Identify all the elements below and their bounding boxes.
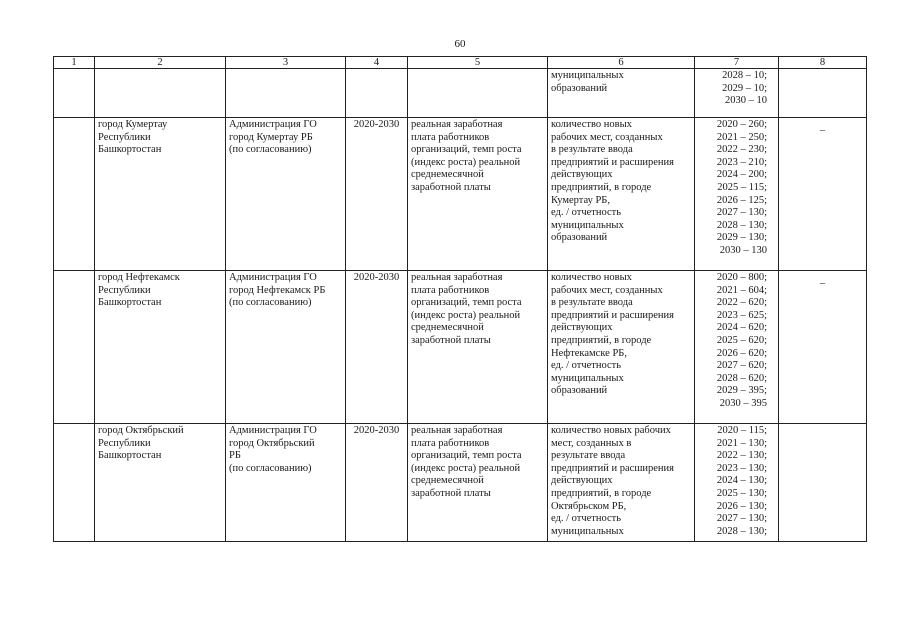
text-line: город Нефтекамск РБ bbox=[229, 284, 326, 296]
text-line: Республики bbox=[98, 284, 151, 296]
note-dash: – bbox=[819, 278, 826, 289]
text-line: предприятий и расширения bbox=[551, 156, 675, 168]
text-line: реальная заработная bbox=[411, 425, 503, 436]
cell-number bbox=[54, 271, 95, 424]
text-line: город Октябрьский bbox=[229, 437, 315, 449]
cell-number bbox=[54, 424, 95, 542]
text-line: в результате ввода bbox=[551, 297, 633, 309]
value-line: 2027 – 130; bbox=[716, 513, 767, 525]
cell-municipality bbox=[95, 424, 226, 542]
value-line: 2024 – 620; bbox=[716, 322, 767, 334]
text-line: муниципальных bbox=[551, 219, 624, 231]
text-line: плата работников bbox=[411, 437, 490, 449]
cell-indicator bbox=[408, 118, 548, 271]
value-line: 2023 – 210; bbox=[716, 156, 767, 168]
cell-executor bbox=[226, 69, 346, 118]
value-line: 2021 – 250; bbox=[716, 131, 767, 143]
text-line: организаций, темп роста bbox=[411, 144, 522, 156]
text-line: мест, созданных в bbox=[551, 437, 632, 449]
cell-target-description bbox=[548, 271, 695, 424]
table-row-kumertau bbox=[54, 118, 867, 271]
value-line: 2029 – 130; bbox=[716, 232, 767, 244]
cell-executor bbox=[226, 118, 346, 271]
header-cell-2: 2 bbox=[95, 57, 226, 69]
header-cell-4: 4 bbox=[346, 57, 408, 69]
text-line: (по согласованию) bbox=[229, 297, 312, 309]
text-line: Кумертау РБ, bbox=[551, 194, 610, 206]
text-line: количество новых рабочих bbox=[551, 425, 671, 436]
value-line: 2026 – 620; bbox=[716, 347, 767, 359]
continuation-col7-lines bbox=[698, 70, 775, 108]
value-line: 2025 – 115; bbox=[717, 181, 767, 193]
text-line: среднемесячной bbox=[411, 322, 484, 334]
header-cell-1: 1 bbox=[54, 57, 95, 69]
cell-indicator bbox=[408, 69, 548, 118]
text-line: плата работников bbox=[411, 284, 490, 296]
cell-municipality bbox=[95, 118, 226, 271]
text-line: предприятий, в городе bbox=[551, 181, 652, 193]
value-line: 2025 – 130; bbox=[716, 487, 767, 499]
text-line: (индекс роста) реальной bbox=[411, 309, 521, 321]
value-line: 2030 – 130 bbox=[719, 244, 767, 256]
cell-executor bbox=[226, 424, 346, 542]
text-line: действующих bbox=[551, 475, 613, 487]
cell-target-description bbox=[548, 69, 695, 118]
text-line: муниципальных bbox=[551, 525, 624, 537]
text-line: Башкортостан bbox=[98, 297, 162, 309]
value-line: 2027 – 130; bbox=[716, 207, 767, 219]
text-line: организаций, темп роста bbox=[411, 450, 522, 462]
value-line: 2028 – 10; bbox=[722, 70, 767, 81]
text-line: город Кумертау bbox=[98, 119, 168, 130]
text-line: Республики bbox=[98, 437, 151, 449]
text-line: город Октябрьский bbox=[98, 425, 184, 436]
header-cell-3: 3 bbox=[226, 57, 346, 69]
cell-yearly-values bbox=[695, 118, 779, 271]
value-line: 2030 – 395 bbox=[719, 397, 767, 409]
header-cell-8: 8 bbox=[779, 57, 867, 69]
cell-municipality bbox=[95, 69, 226, 118]
cell-period: 2020-2030 bbox=[346, 424, 408, 542]
text-line: заработной платы bbox=[411, 487, 491, 499]
text-line: Администрация ГО bbox=[229, 119, 317, 130]
page-number: 60 bbox=[454, 38, 466, 50]
header-cell-6: 6 bbox=[548, 57, 695, 69]
text-line: Нефтекамске РБ, bbox=[551, 347, 627, 359]
cell-target-description bbox=[548, 118, 695, 271]
text-line: город Кумертау РБ bbox=[229, 131, 313, 143]
text-line: предприятий и расширения bbox=[551, 462, 675, 474]
text-line: (по согласованию) bbox=[229, 462, 312, 474]
value-line: 2025 – 620; bbox=[716, 334, 767, 346]
cell-number bbox=[54, 69, 95, 118]
value-line: 2026 – 130; bbox=[716, 500, 767, 512]
value-line: 2024 – 200; bbox=[716, 169, 767, 181]
text-line: муниципальных bbox=[551, 372, 624, 384]
text-line: реальная заработная bbox=[411, 272, 503, 283]
value-line: 2030 – 10 bbox=[725, 95, 767, 107]
text-line: заработной платы bbox=[411, 181, 491, 193]
text-line: РБ bbox=[229, 450, 241, 462]
cell-period bbox=[346, 69, 408, 118]
program-table bbox=[53, 56, 867, 542]
text-line: организаций, темп роста bbox=[411, 297, 522, 309]
header-row bbox=[54, 57, 867, 69]
cell-yearly-values bbox=[695, 271, 779, 424]
text-line: среднемесячной bbox=[411, 169, 484, 181]
text-line: Октябрьском РБ, bbox=[551, 500, 627, 512]
text-line: образований bbox=[551, 385, 608, 397]
continuation-row bbox=[54, 69, 867, 118]
value-line: 2022 – 620; bbox=[716, 297, 767, 309]
table-row-neftekamsk bbox=[54, 271, 867, 424]
text-line: рабочих мест, созданных bbox=[551, 284, 663, 296]
value-line: 2022 – 230; bbox=[716, 144, 767, 156]
cell-note bbox=[779, 271, 867, 424]
value-line: 2029 – 395; bbox=[716, 385, 767, 397]
value-line: 2029 – 10; bbox=[722, 82, 767, 94]
text-line: муниципальных bbox=[551, 70, 624, 81]
value-line: 2023 – 625; bbox=[716, 309, 767, 321]
cell-period: 2020-2030 bbox=[346, 118, 408, 271]
text-line: (индекс роста) реальной bbox=[411, 156, 521, 168]
cell-note bbox=[779, 69, 867, 118]
text-line: ед. / отчетность bbox=[551, 360, 622, 372]
text-line: Башкортостан bbox=[98, 450, 162, 462]
header-cell-7: 7 bbox=[695, 57, 779, 69]
text-line: заработной платы bbox=[411, 334, 491, 346]
text-line: Администрация ГО bbox=[229, 425, 317, 436]
cell-target-description bbox=[548, 424, 695, 542]
cell-indicator bbox=[408, 424, 548, 542]
text-line: Администрация ГО bbox=[229, 272, 317, 283]
text-line: предприятий, в городе bbox=[551, 334, 652, 346]
value-line: 2023 – 130; bbox=[716, 462, 767, 474]
value-line: 2021 – 130; bbox=[716, 437, 767, 449]
text-line: образований bbox=[551, 232, 608, 244]
cell-period: 2020-2030 bbox=[346, 271, 408, 424]
text-line: город Нефтекамск bbox=[98, 272, 180, 283]
continuation-col6-lines bbox=[551, 70, 691, 95]
note-dash: – bbox=[819, 125, 826, 136]
text-line: образований bbox=[551, 82, 608, 94]
cell-note bbox=[779, 118, 867, 271]
text-line: действующих bbox=[551, 322, 613, 334]
text-line: (индекс роста) реальной bbox=[411, 462, 521, 474]
text-line: количество новых bbox=[551, 119, 632, 130]
value-line: 2028 – 620; bbox=[716, 372, 767, 384]
value-line: 2020 – 800; bbox=[716, 272, 767, 283]
header-cell-5: 5 bbox=[408, 57, 548, 69]
cell-indicator bbox=[408, 271, 548, 424]
value-line: 2024 – 130; bbox=[716, 475, 767, 487]
value-line: 2020 – 260; bbox=[716, 119, 767, 130]
text-line: среднемесячной bbox=[411, 475, 484, 487]
cell-yearly-values bbox=[695, 69, 779, 118]
text-line: результате ввода bbox=[551, 450, 626, 462]
cell-executor bbox=[226, 271, 346, 424]
cell-number bbox=[54, 118, 95, 271]
table-row-oktyabrsky bbox=[54, 424, 867, 542]
cell-municipality bbox=[95, 271, 226, 424]
value-line: 2027 – 620; bbox=[716, 360, 767, 372]
value-line: 2021 – 604; bbox=[716, 284, 767, 296]
text-line: плата работников bbox=[411, 131, 490, 143]
value-line: 2028 – 130; bbox=[716, 525, 767, 537]
text-line: в результате ввода bbox=[551, 144, 633, 156]
cell-note bbox=[779, 424, 867, 542]
text-line: действующих bbox=[551, 169, 613, 181]
text-line: количество новых bbox=[551, 272, 632, 283]
value-line: 2022 – 130; bbox=[716, 450, 767, 462]
value-line: 2020 – 115; bbox=[717, 425, 767, 436]
text-line: ед. / отчетность bbox=[551, 513, 622, 525]
text-line: (по согласованию) bbox=[229, 144, 312, 156]
text-line: предприятий, в городе bbox=[551, 487, 652, 499]
value-line: 2026 – 125; bbox=[716, 194, 767, 206]
text-line: предприятий и расширения bbox=[551, 309, 675, 321]
value-line: 2028 – 130; bbox=[716, 219, 767, 231]
text-line: Республики bbox=[98, 131, 151, 143]
text-line: Башкортостан bbox=[98, 144, 162, 156]
text-line: ед. / отчетность bbox=[551, 207, 622, 219]
text-line: реальная заработная bbox=[411, 119, 503, 130]
cell-yearly-values bbox=[695, 424, 779, 542]
text-line: рабочих мест, созданных bbox=[551, 131, 663, 143]
